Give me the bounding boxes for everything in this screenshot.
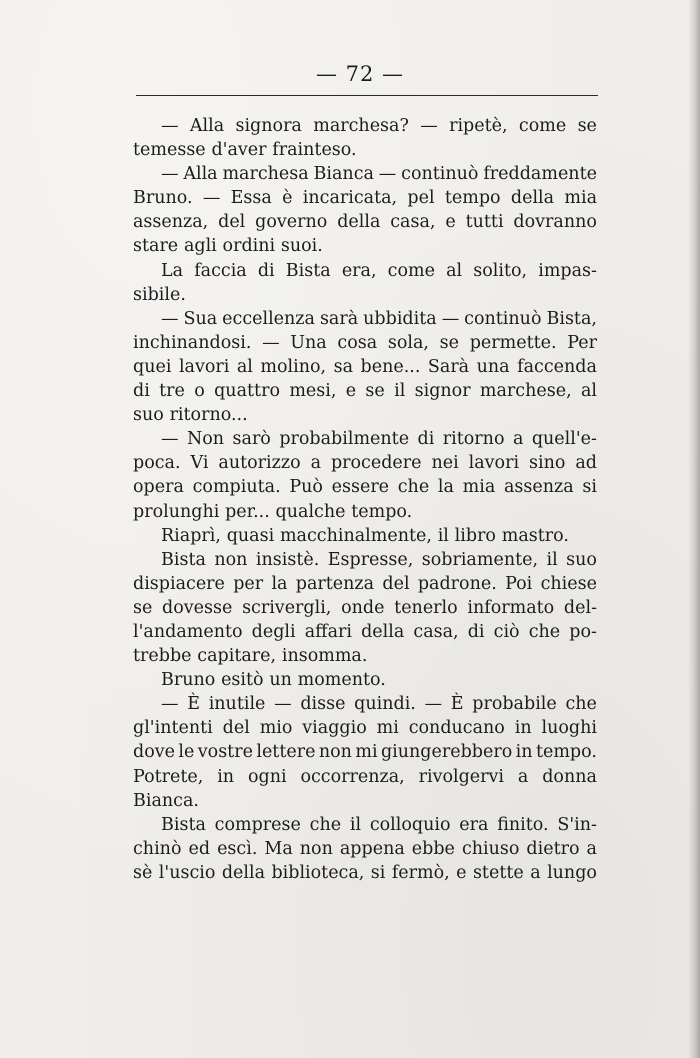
text-line: sè l'uscio della biblioteca, si fermò, e stette a lungo	[133, 862, 597, 883]
text-line: — Alla signora marchesa? — ripetè, come se	[161, 116, 597, 136]
text-line: La faccia di Bista era, come al solito, impas-	[161, 260, 597, 281]
page-number: — 72 —	[315, 62, 405, 86]
text-line: dispiacere per la partenza del padrone. Poi chiese	[133, 573, 597, 594]
text-line: di tre o quattro mesi, e se il signor marchese, al	[133, 381, 597, 402]
text-line: se dovesse scrivergli, onde tenerlo informato del-	[133, 597, 597, 618]
text-line: stare agli ordini suoi.	[133, 236, 323, 257]
text-line: sibile.	[133, 284, 186, 305]
text-line: l'andamento degli affari della casa, di ciò che po-	[133, 621, 597, 642]
text-line: suo ritorno...	[133, 405, 248, 426]
text-line: trebbe capitare, insomma.	[133, 646, 368, 667]
text-line: dove le vostre lettere non mi giungerebbero in tempo.	[133, 742, 597, 763]
text-line: gl'intenti del mio viaggio mi conducano in luoghi	[133, 718, 597, 739]
text-line: poca. Vi autorizzo a procedere nei lavori sino ad	[133, 453, 597, 474]
text-line: assenza, del governo della casa, e tutti dovranno	[133, 212, 597, 233]
body-text	[133, 114, 597, 885]
text-line: inchinandosi. — Una cosa sola, se permette. Per	[133, 332, 597, 353]
text-line: Bista non insistè. Espresse, sobriamente, il suo	[161, 549, 597, 570]
text-line: opera compiuta. Può essere che la mia assenza si	[133, 477, 597, 498]
header-rule	[136, 95, 598, 96]
text-line: Bista comprese che il colloquio era finito. S'in-	[161, 814, 597, 835]
text-line: — Alla marchesa Bianca — continuò freddamente	[161, 164, 597, 185]
text-line: — Sua eccellenza sarà ubbidita — continuò Bista,	[161, 308, 597, 329]
text-line: temesse d'aver frainteso.	[133, 140, 357, 161]
text-line: Bruno esitò un momento.	[161, 670, 386, 691]
text-line: Bianca.	[133, 790, 199, 811]
text-line: — È inutile — disse quindi. — È probabile che	[161, 694, 597, 715]
page-edge-shadow	[688, 0, 700, 1058]
text-line: quei lavori al molino, sa bene... Sarà una faccenda	[133, 356, 597, 377]
text-line: chinò ed escì. Ma non appena ebbe chiuso dietro a	[133, 838, 597, 859]
text-line: Riaprì, quasi macchinalmente, il libro mastro.	[161, 525, 569, 546]
text-line: Bruno. — Essa è incaricata, pel tempo della mia	[133, 188, 597, 209]
text-line: — Non sarò probabilmente di ritorno a quell'e-	[161, 429, 597, 450]
text-line: Potrete, in ogni occorrenza, rivolgervi a donna	[133, 766, 597, 787]
text-line: prolunghi per... qualche tempo.	[133, 501, 413, 522]
